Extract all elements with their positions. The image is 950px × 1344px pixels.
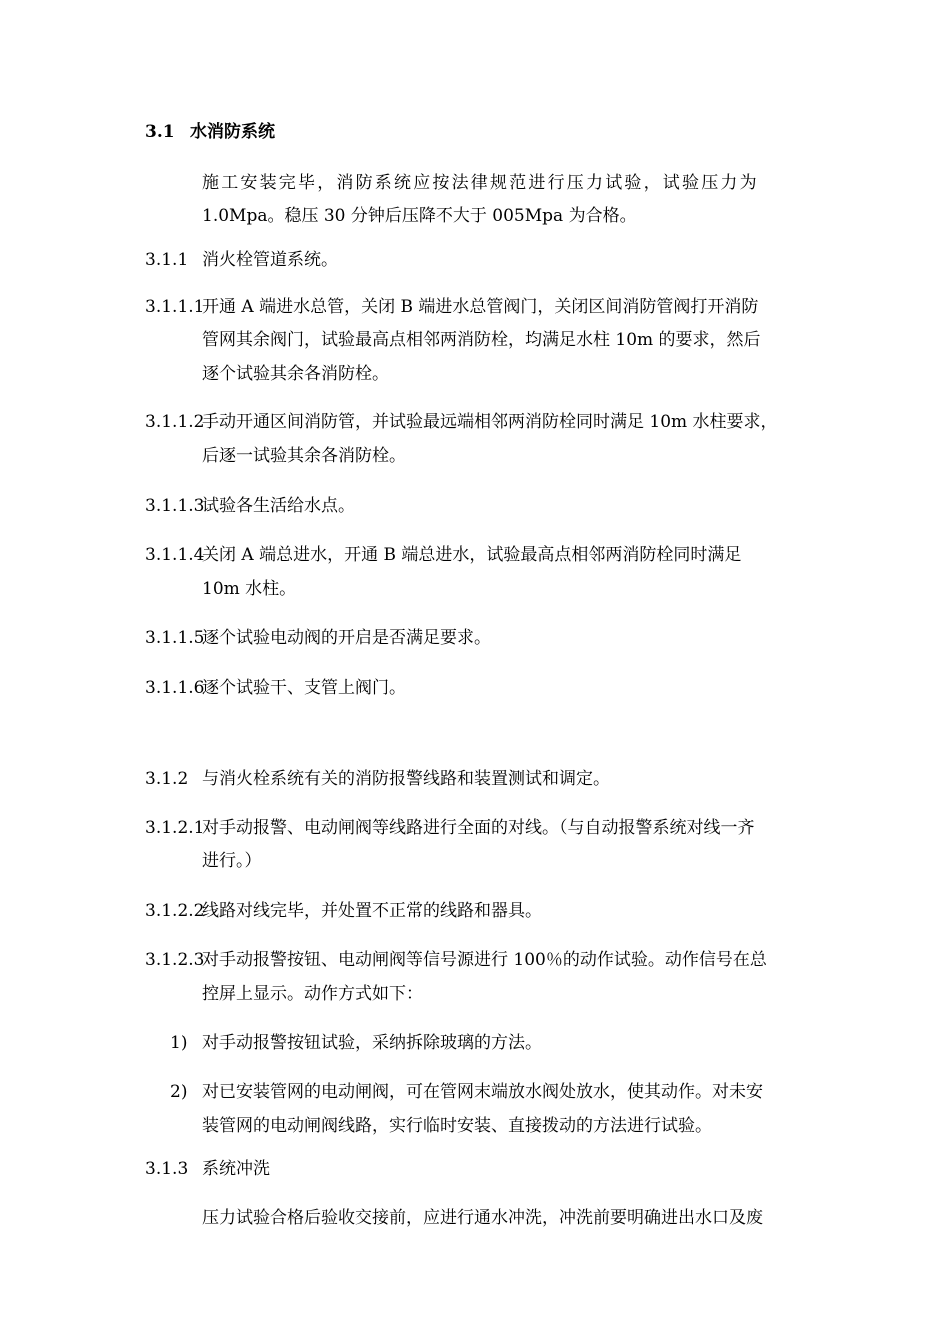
clause-number: 3.1.2.3 xyxy=(145,950,205,970)
clause-text: 对手动报警、电动闸阀等线路进行全面的对线。（与自动报警系统对线一齐 xyxy=(202,818,755,838)
list-marker: 2) xyxy=(170,1082,188,1102)
clause-number: 3.1.1.2 xyxy=(145,412,205,432)
subsection-number: 3.1.3 xyxy=(145,1159,189,1179)
clause-text: 关闭 A 端总进水，开通 B 端总进水，试验最高点相邻两消防栓同时满足 xyxy=(202,545,742,565)
subsection-title: 与消火栓系统有关的消防报警线路和装置测试和调定。 xyxy=(202,769,610,789)
clause-number: 3.1.1.3 xyxy=(145,496,205,516)
list-text: 装管网的电动闸阀线路，实行临时安装、直接拨动的方法进行试验。 xyxy=(202,1116,712,1136)
list-text: 对已安装管网的电动闸阀，可在管网末端放水阀处放水，使其动作。对未安 xyxy=(202,1082,763,1102)
list-marker: 1) xyxy=(170,1033,188,1053)
subsection-number: 3.1.1 xyxy=(145,250,189,270)
clause-text: 逐个试验电动阀的开启是否满足要求。 xyxy=(202,628,491,648)
body-text: 压力试验合格后验收交接前，应进行通水冲洗，冲洗前要明确进出水口及废 xyxy=(202,1208,763,1228)
clause-number: 3.1.2.1 xyxy=(145,818,205,838)
clause-text: 控屏上显示。动作方式如下： xyxy=(202,984,423,1004)
clause-number: 3.1.1.5 xyxy=(145,628,205,648)
clause-text: 逐个试验干、支管上阀门。 xyxy=(202,678,406,698)
clause-text: 10m 水柱。 xyxy=(202,579,297,599)
intro-text: 施工安装完毕，消防系统应按法律规范进行压力试验，试验压力为 xyxy=(202,173,759,193)
clause-text: 后逐一试验其余各消防栓。 xyxy=(202,446,406,466)
clause-text: 对手动报警按钮、电动闸阀等信号源进行 100％的动作试验。动作信号在总 xyxy=(202,950,767,970)
clause-text: 开通 A 端进水总管，关闭 B 端进水总管阀门，关闭区间消防管阀打开消防 xyxy=(202,297,759,317)
clause-number: 3.1.1.6 xyxy=(145,678,205,698)
clause-text: 试验各生活给水点。 xyxy=(202,496,355,516)
section-number: 3.1 xyxy=(145,122,175,142)
intro-text: 1.0Mpa。稳压 30 分钟后压降不大于 005Mpa 为合格。 xyxy=(202,206,637,226)
clause-number: 3.1.1.1 xyxy=(145,297,205,317)
clause-text: 进行。） xyxy=(202,851,262,871)
list-text: 对手动报警按钮试验，采纳拆除玻璃的方法。 xyxy=(202,1033,542,1053)
subsection-title: 系统冲洗 xyxy=(202,1159,270,1179)
subsection-number: 3.1.2 xyxy=(145,769,189,789)
clause-text: 线路对线完毕，并处置不正常的线路和器具。 xyxy=(202,901,542,921)
section-title: 水消防系统 xyxy=(190,122,275,142)
clause-text: 手动开通区间消防管，并试验最远端相邻两消防栓同时满足 10m 水柱要求， xyxy=(202,412,778,432)
subsection-title: 消火栓管道系统。 xyxy=(202,250,338,270)
clause-number: 3.1.1.4 xyxy=(145,545,205,565)
clause-text: 逐个试验其余各消防栓。 xyxy=(202,364,389,384)
clause-number: 3.1.2.2 xyxy=(145,901,205,921)
clause-text: 管网其余阀门，试验最高点相邻两消防栓，均满足水柱 10m 的要求，然后 xyxy=(202,330,761,350)
